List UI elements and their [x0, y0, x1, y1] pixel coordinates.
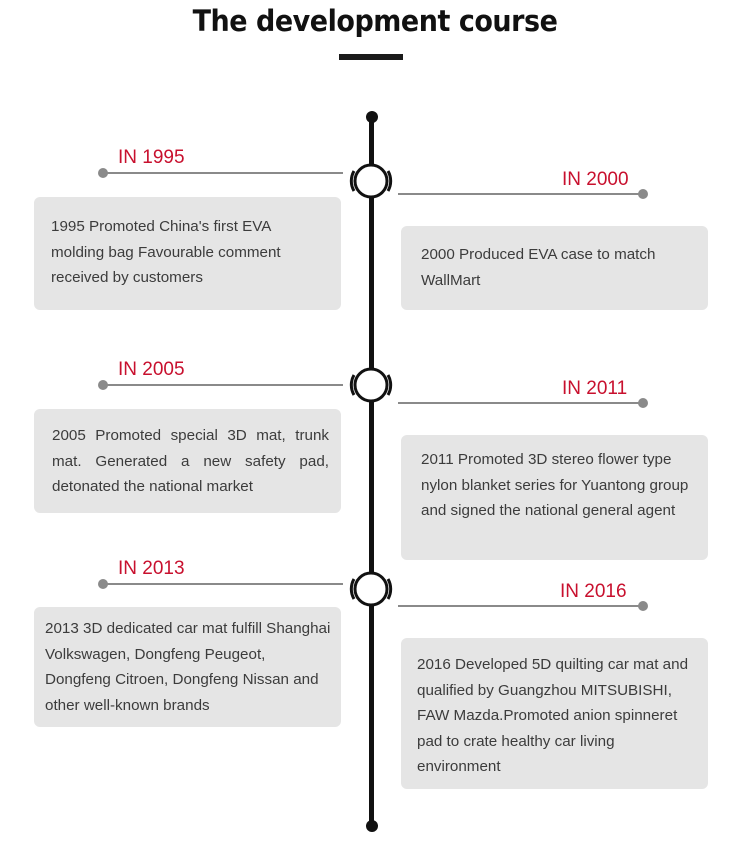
- milestone-card-2005: [34, 409, 341, 513]
- milestone-connector: [103, 172, 343, 174]
- milestone-connector: [103, 583, 343, 585]
- timeline-axis: [369, 118, 374, 826]
- milestone-bullet: [638, 189, 648, 199]
- milestone-text: 2011 Promoted 3D stereo flower type nylon blanket series for Yuantong group and signed the national general agent: [421, 451, 689, 519]
- milestone-year-2000: IN 2000: [562, 169, 629, 190]
- milestone-card-1995: [34, 197, 341, 310]
- milestone-year-1995: IN 1995: [118, 147, 185, 168]
- milestone-bullet: [638, 398, 648, 408]
- milestone-text: 2005 Promoted special 3D mat, trunk mat. Generated a new safety pad, detonated the national market: [52, 427, 329, 495]
- milestone-year-2011: IN 2011: [562, 378, 628, 399]
- milestone-text: 2013 3D dedicated car mat fulfill Shanghai Volkswagen, Dongfeng Peugeot, Dongfeng Citroen, Dongfeng Nissan and other well-known brands: [45, 620, 331, 714]
- milestone-card-2011: [401, 435, 708, 560]
- timeline-node-icon: [348, 158, 394, 204]
- milestone-connector: [398, 605, 643, 607]
- milestone-year-2016: IN 2016: [560, 581, 627, 602]
- page-title: The development course: [192, 4, 558, 38]
- milestone-connector: [103, 384, 343, 386]
- milestone-connector: [398, 193, 643, 195]
- timeline-end-dot: [366, 820, 378, 832]
- milestone-year-2005: IN 2005: [118, 359, 185, 380]
- milestone-connector: [398, 402, 643, 404]
- milestone-card-2013: [34, 607, 341, 727]
- timeline-start-dot: [366, 111, 378, 123]
- milestone-text: 2000 Produced EVA case to match WallMart: [421, 246, 656, 289]
- milestone-card-2016: [401, 638, 708, 789]
- timeline-node-icon: [348, 362, 394, 408]
- milestone-text: 2016 Developed 5D quilting car mat and qualified by Guangzhou MITSUBISHI, FAW Mazda.Promoted anion spinneret pad to crate healthy car living environment: [417, 656, 689, 775]
- timeline-node-icon: [348, 566, 394, 612]
- milestone-text: 1995 Promoted China's first EVA molding bag Favourable comment received by customers: [51, 218, 281, 286]
- title-underline: [339, 54, 403, 60]
- milestone-year-2013: IN 2013: [118, 558, 185, 579]
- milestone-bullet: [638, 601, 648, 611]
- milestone-card-2000: [401, 226, 708, 310]
